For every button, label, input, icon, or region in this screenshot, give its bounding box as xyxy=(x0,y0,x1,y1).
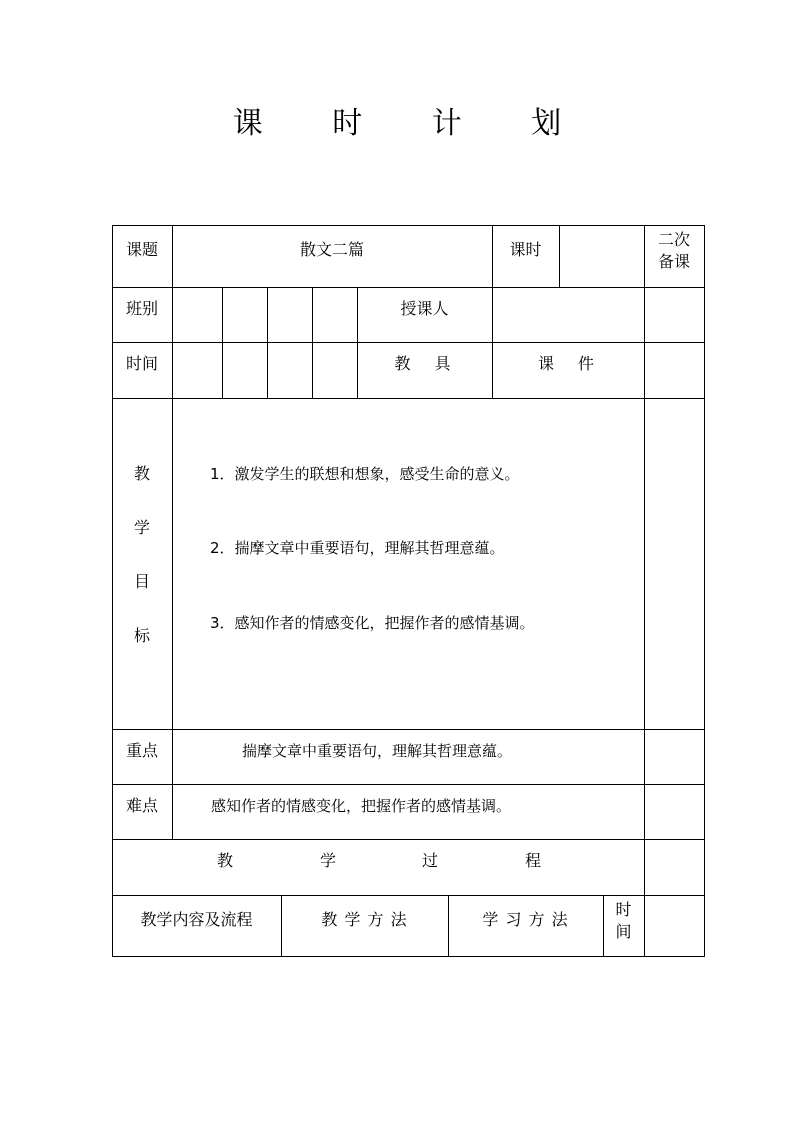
objectives-label-char: 学 xyxy=(133,518,150,537)
topic-label: 课题 xyxy=(125,240,158,259)
teacher-label: 授课人 xyxy=(400,299,449,318)
time-label: 时间 xyxy=(125,354,158,373)
time-column-header xyxy=(603,897,644,945)
topic-value: 散文二篇 xyxy=(299,240,364,259)
tools-value: 课 件 xyxy=(537,354,598,373)
tools-label: 教 具 xyxy=(394,354,455,373)
teacher-value xyxy=(492,287,644,331)
teaching-method-header: 教 学 方 法 xyxy=(321,910,408,929)
row-divider xyxy=(112,839,705,840)
learning-method-header: 学 习 方 法 xyxy=(482,910,569,929)
process-heading-char: 教 xyxy=(216,851,233,870)
difficulty-value: 感知作者的情感变化，把握作者的感情基调。 xyxy=(211,797,512,815)
time-column-header-line2: 间 xyxy=(615,922,632,941)
column-divider xyxy=(644,225,645,957)
process-heading-char: 学 xyxy=(319,851,336,870)
content-flow-header: 教学内容及流程 xyxy=(140,910,253,929)
column-divider xyxy=(267,287,268,398)
row-divider xyxy=(112,398,705,399)
objective-item-2: 2．揣摩文章中重要语句，理解其哲理意蕴。 xyxy=(210,539,505,557)
period-value xyxy=(559,225,644,275)
page-title: 课 时 计 划 xyxy=(232,106,592,141)
second-prep-label-line2: 备课 xyxy=(657,252,690,271)
objective-item-1: 1．激发学生的联想和想象，感受生命的意义。 xyxy=(210,465,520,483)
objectives-label-char: 标 xyxy=(133,626,150,645)
process-heading-char: 程 xyxy=(524,851,541,870)
class-label: 班别 xyxy=(125,299,158,318)
objective-item-3: 3．感知作者的情感变化，把握作者的感情基调。 xyxy=(210,614,535,632)
table-border-bottom xyxy=(112,956,705,957)
time-column-header-line1: 时 xyxy=(615,900,632,919)
second-prep-label xyxy=(644,226,704,276)
process-heading-char: 过 xyxy=(421,851,438,870)
period-label: 课时 xyxy=(509,240,542,259)
key-point-label: 重点 xyxy=(125,741,158,760)
objectives-label xyxy=(112,398,172,729)
objectives-label-char: 教 xyxy=(133,464,150,483)
second-prep-label-line1: 二次 xyxy=(657,230,690,249)
column-divider xyxy=(222,287,223,398)
objectives-label-char: 目 xyxy=(133,572,150,591)
key-point-value: 揣摩文章中重要语句，理解其哲理意蕴。 xyxy=(241,742,512,760)
table-border-right xyxy=(704,225,705,957)
difficulty-label: 难点 xyxy=(125,796,158,815)
column-divider xyxy=(312,287,313,398)
